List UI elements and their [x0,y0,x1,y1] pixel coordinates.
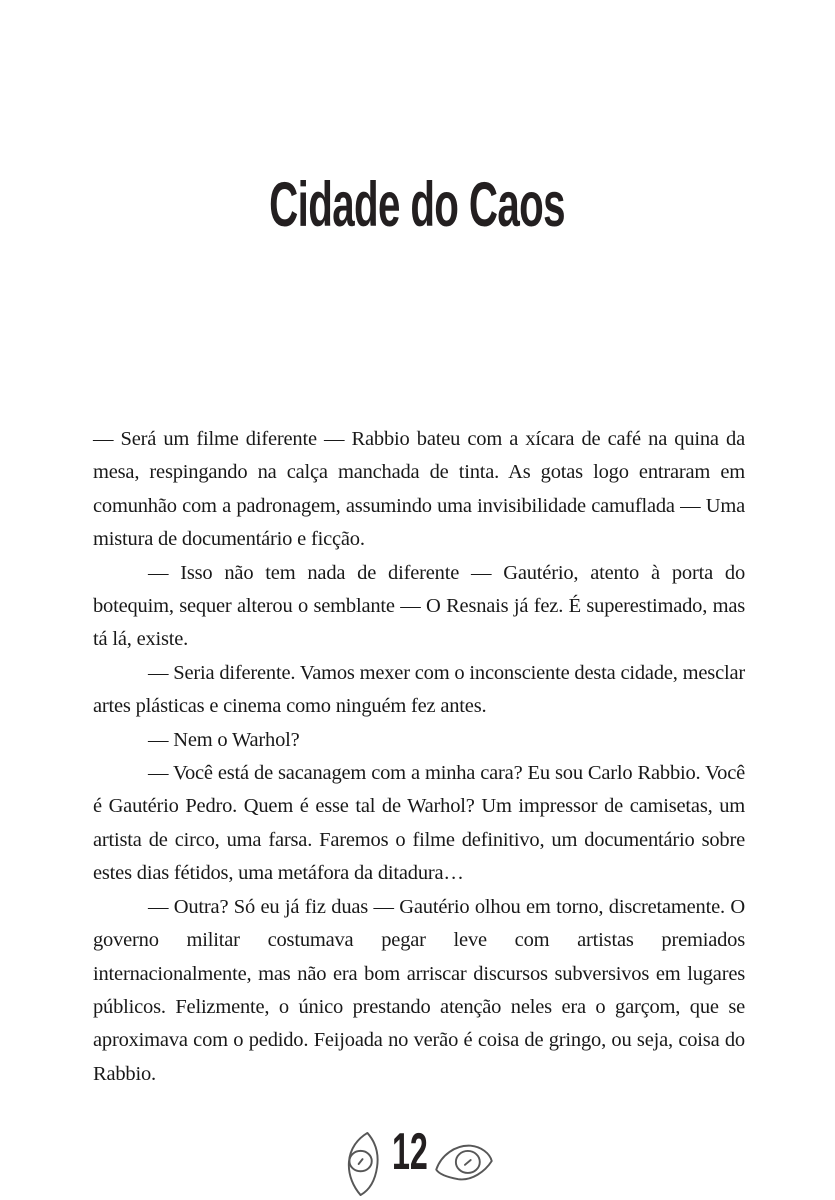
eye-vertical-icon [341,1131,386,1200]
eye-horizontal-icon [434,1139,494,1188]
paragraph: — Será um filme diferente — Rabbio bateu com a xícara de café na quina da mesa, respingando na calça manchada de tinta. As gotas logo entraram em comunhão com a padronagem, assumindo uma invisibilidade camuflada — Uma mistura de documentário e ficção. [93,428,745,551]
title-container [0,132,835,279]
paragraph: — Nem o Warhol? [148,728,300,751]
paragraph: — Seria diferente. Vamos mexer com o inconsciente desta cidade, mesclar artes plásticas e cinema como ninguém fez antes. [93,661,745,718]
body-text [93,423,745,1091]
page-number-box [392,1123,428,1181]
paragraph: — Outra? Só eu já fiz duas — Gautério olhou em torno, discretamente. O governo militar costumava pegar leve com artistas premiados internacionalmente, mas não era bom arriscar discursos subversivos em lugares públicos. Felizmente, o único prestando atenção neles era o garçom, que se aproximava com o pedido. Feijoada no verão é coisa de gringo, ou seja, coisa do Rabbio. [93,895,745,1085]
page-title: Cidade do Caos [269,170,566,241]
paragraph: — Você está de sacanagem com a minha cara? Eu sou Carlo Rabbio. Você é Gautério Pedro. Quem é esse tal de Warhol? Um impressor de camisetas, um artista de circo, uma farsa. Faremos o filme definitivo, um documentário sobre estes dias fétidos, uma metáfora da ditadura… [93,762,745,885]
page-footer [0,1122,835,1200]
paragraph: — Isso não tem nada de diferente — Gautério, atento à porta do botequim, sequer alterou o semblante — O Resnais já fez. É superestimado, mas tá lá, existe. [93,561,745,651]
page-number: 12 [392,1123,428,1181]
